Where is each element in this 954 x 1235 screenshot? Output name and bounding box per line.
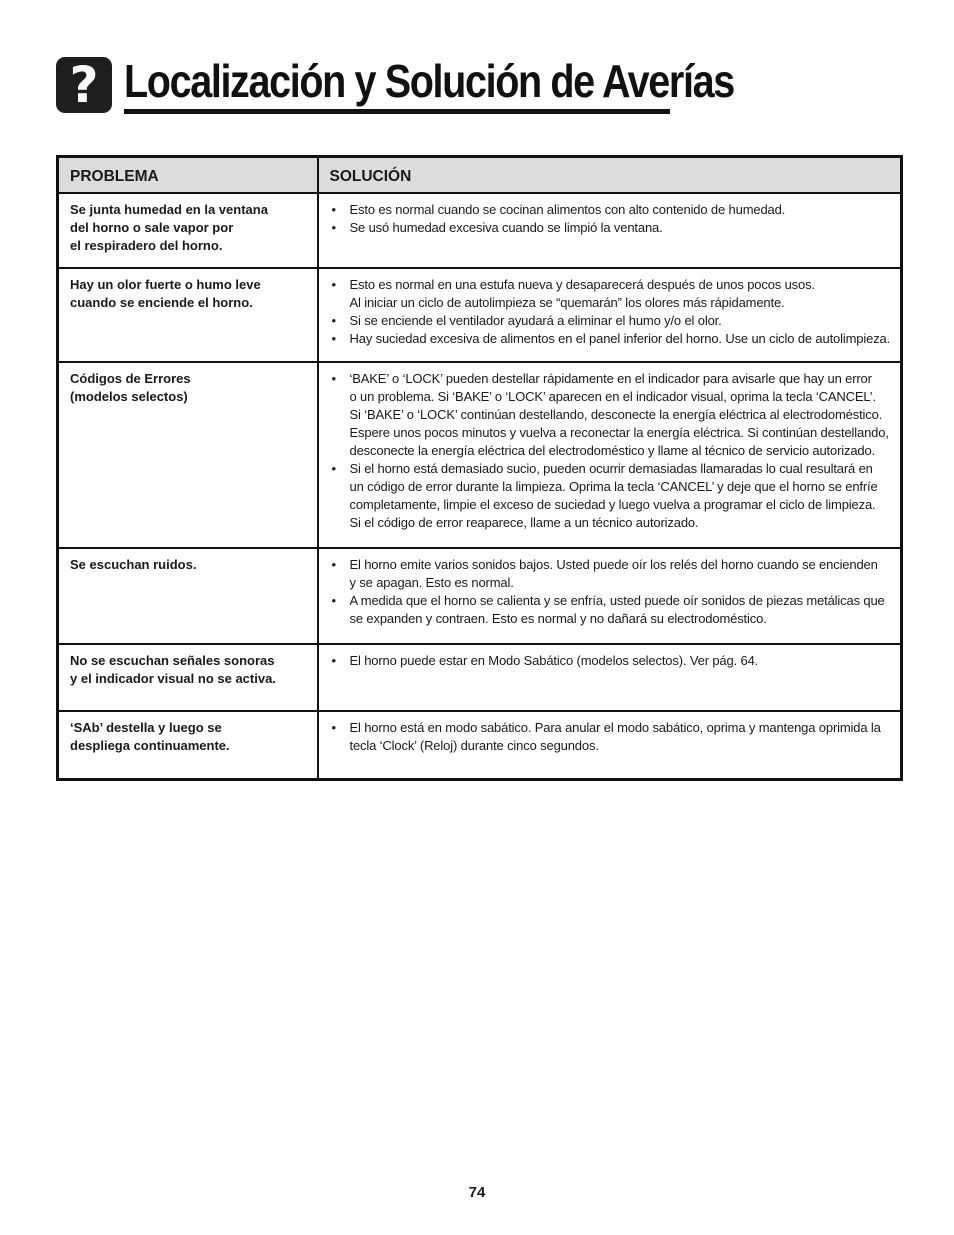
solution-cell xyxy=(318,644,902,711)
page-header xyxy=(56,52,734,118)
solution-text: El horno está en modo sabático. Para anular el modo sabático, oprima y mantenga oprimida la tecla ‘Clock’ (Reloj) durante cinco segundos. xyxy=(349,720,881,753)
solution-text: Si el horno está demasiado sucio, pueden ocurrir demasiadas llamaradas lo cual resultará en un código de error durante la limpieza. Oprima la tecla ‘CANCEL’ y deje que el horno se enfríe completamente, limpie el exceso de suciedad y luego vuelva a programar el ciclo de limpieza. Si el código de error reaparece, llame a un técnico autorizado. xyxy=(349,461,878,530)
solution-cell xyxy=(318,193,902,268)
solution-item xyxy=(330,330,892,348)
problem-cell: Se junta humedad en la ventana del horno o sale vapor por el respiradero del horno. xyxy=(58,193,318,268)
solution-cell xyxy=(318,548,902,644)
table-row xyxy=(58,268,902,362)
bullet-icon: • xyxy=(331,653,336,668)
problem-cell: No se escuchan señales sonoras y el indicador visual no se activa. xyxy=(58,644,318,711)
bullet-icon: • xyxy=(331,371,336,386)
solution-text: Esto es normal cuando se cocinan alimentos con alto contenido de humedad. xyxy=(349,202,786,217)
question-mark-icon: ? xyxy=(56,57,112,113)
solution-item xyxy=(330,312,892,330)
solution-column-header: SOLUCIÓN xyxy=(318,157,902,194)
solution-item xyxy=(330,556,892,592)
problem-column-header: PROBLEMA xyxy=(58,157,318,194)
page-title: Localización y Solución de Averías xyxy=(124,55,734,107)
solution-item xyxy=(330,370,892,460)
table-body xyxy=(58,193,902,779)
solution-text: El horno puede estar en Modo Sabático (modelos selectos). Ver pág. 64. xyxy=(349,653,759,668)
solution-text: ‘BAKE’ o ‘LOCK’ pueden destellar rápidamente en el indicador para avisarle que hay un error o un problema. Si ‘BAKE’ o ‘LOCK’ aparecen en el indicador visual, oprima la tecla ‘CANCEL’. Si ‘BAKE’ o ‘LOCK’ continúan destellando, desconecte la energía eléctrica al electrodoméstico. Espere unos pocos minutos y vuelva a reconectar la energía eléctrica. Si continúan destellando, desconecte la energía eléctrica del electrodoméstico y llame al técnico de servicio autorizado. xyxy=(349,371,889,458)
page-number: 74 xyxy=(468,1184,486,1201)
bullet-icon: • xyxy=(331,220,336,235)
bullet-icon: • xyxy=(331,720,336,735)
problem-cell: Códigos de Errores (modelos selectos) xyxy=(58,362,318,548)
solution-item xyxy=(330,219,892,237)
solution-cell xyxy=(318,711,902,779)
table-row xyxy=(58,548,902,644)
problem-cell: Hay un olor fuerte o humo leve cuando se enciende el horno. xyxy=(58,268,318,362)
bullet-icon: • xyxy=(331,557,336,572)
bullet-icon: • xyxy=(331,277,336,292)
title-underline xyxy=(124,109,670,114)
solution-text: Se usó humedad excesiva cuando se limpió la ventana. xyxy=(349,220,663,235)
solution-item xyxy=(330,201,892,219)
solution-item xyxy=(330,719,892,755)
bullet-icon: • xyxy=(331,593,336,608)
problem-cell: Se escuchan ruidos. xyxy=(58,548,318,644)
bullet-icon: • xyxy=(331,313,336,328)
solution-item xyxy=(330,652,892,670)
bullet-icon: • xyxy=(331,331,336,346)
table-row xyxy=(58,644,902,711)
solution-cell xyxy=(318,362,902,548)
table-header-row xyxy=(58,157,902,194)
solution-text: Esto es normal en una estufa nueva y desaparecerá después de unos pocos usos. Al iniciar un ciclo de autolimpieza se “quemarán” los olores más rápidamente. xyxy=(349,277,815,310)
table-row xyxy=(58,362,902,548)
solution-text: A medida que el horno se calienta y se enfría, usted puede oír sonidos de piezas metálicas que se expanden y contraen. Esto es normal y no dañará su electrodoméstico. xyxy=(349,593,885,626)
solution-item xyxy=(330,592,892,628)
bullet-icon: • xyxy=(331,461,336,476)
solution-cell xyxy=(318,268,902,362)
solution-text: Hay suciedad excesiva de alimentos en el panel inferior del horno. Use un ciclo de autolimpieza. xyxy=(349,331,891,346)
table-row xyxy=(58,711,902,779)
solution-item xyxy=(330,460,892,532)
bullet-icon: • xyxy=(331,202,336,217)
problem-cell: ‘SAb’ destella y luego se despliega continuamente. xyxy=(58,711,318,779)
table-row xyxy=(58,193,902,268)
solution-text: El horno emite varios sonidos bajos. Usted puede oír los relés del horno cuando se encienden y se apagan. Esto es normal. xyxy=(349,557,878,590)
troubleshooting-table xyxy=(56,155,903,781)
solution-text: Si se enciende el ventilador ayudará a eliminar el humo y/o el olor. xyxy=(349,313,722,328)
solution-item xyxy=(330,276,892,312)
